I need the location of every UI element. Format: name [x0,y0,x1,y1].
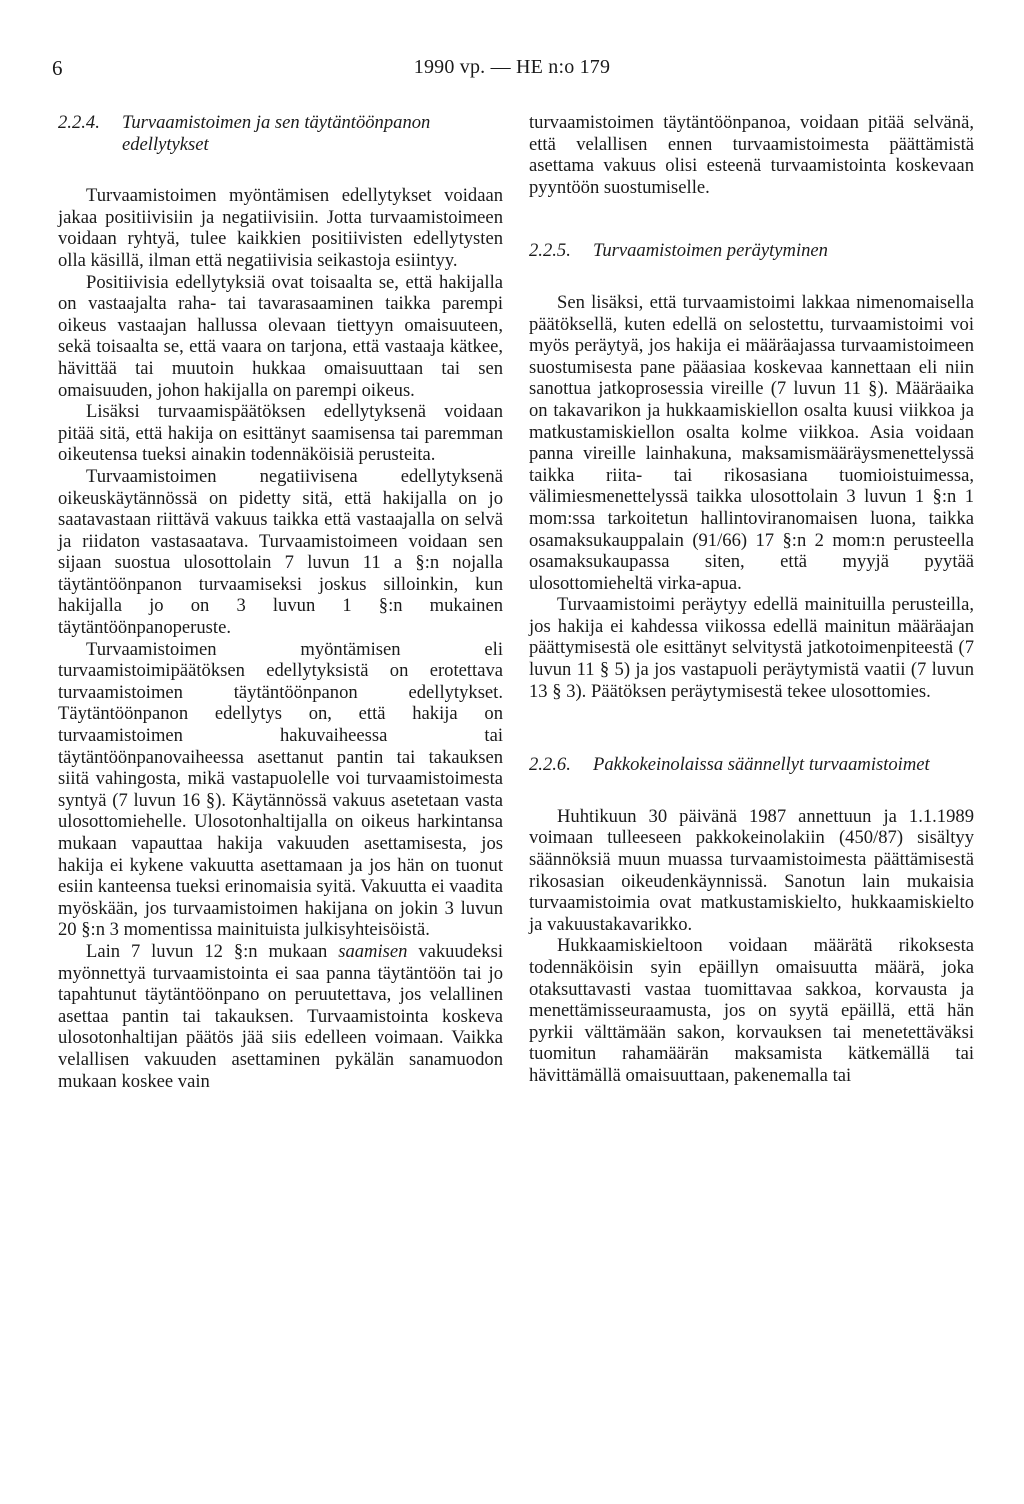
paragraph: Turvaamistoimen myöntämisen eli turvaamistoimipäätöksen edellytyksistä on erotettava turvaamistoimen täytäntöönpanon edellytykset. Täytäntöönpanon edellytys on, että hakija on turvaamistoimen hakuvaiheessa tai täytäntöönpanovaiheessa asettanut pantin tai takauksen siitä vahingosta, mikä vastapuolelle voi turvaamistoimesta syntyä (7 luvun 16 §). Käytännössä vakuus asetetaan vasta ulosottomiehelle. Ulosotonhaltijalla on oikeus harkintansa mukaan vapauttaa hakija vakuuden asettamisesta, jos hakija ei kykene vakuutta asettamaan ja jos hän on tuonut esiin kanteensa tueksi erinomaisia syitä. Vakuutta ei vaadita myöskään, jos turvaamistoimen hakijana on jokin 3 luvun 20 §:n 3 momentissa mainituista julkisyhteisöistä. [58,638,503,941]
paragraph-continuation: turvaamistoimen täytäntöönpanoa, voidaan pitää selvänä, että velallisen ennen turvaamistoimesta päättämistä asettama vakuus olisi esteenä turvaamistointa koskevaan pyyntöön suostumiselle. [529,112,974,198]
page-header [0,56,1024,86]
paragraph: Hukkaamiskieltoon voidaan määrätä rikoksesta todennäköisin syin epäillyn omaisuutta määrä, joka otaksuttavasti vastaa tuomittavaa sakkoa, korvausta ja menettämisseuraamusta, jos on syytä epäillä, että hän pyrkii välttämään sakon, korvauksen tai menetettäväksi tuomitun rahamäärän maksamista kätkemällä tai hävittämällä omaisuuttaan, pakenemalla tai [529,935,974,1086]
section-number: 2.2.6. [529,754,571,776]
page-number: 6 [52,56,63,80]
paragraph: Lisäksi turvaamispäätöksen edellytyksenä voidaan pitää sitä, että hakija on esittänyt saamisensa tai paremman oikeutensa tueksi ainakin todennäköisiä perusteita. [58,401,503,466]
paragraph [58,941,503,1092]
paragraph-text: vakuudeksi myönnettyä turvaamistointa ei saa panna täytäntöön tai jo tapahtunut täytäntöönpano on peruutettava, jos velallinen asettaa pantin tai takauksen. Turvaamistointa koskeva ulosotonhaltijan päätös jää siis edelleen voimaan. Vaikka velallisen vakuuden asettaminen pykälän sanamuodon mukaan koskee vain [58,940,504,1092]
section-title: Turvaamistoimen ja sen täytäntöönpanon edellytykset [122,112,431,155]
left-column [58,112,503,1092]
paragraph: Turvaamistoimi peräytyy edellä mainituilla perusteilla, jos hakija ei kahdessa viikossa edellä mainitun määräajan päättymisestä ole esittänyt selvitystä jatkotoimenpiteestä (7 luvun 11 § 5) ja jos vastapuoli peräytymistä vaatii (7 luvun 13 § 3). Päätöksen peräytymisestä tekee ulosottomies. [529,594,974,702]
running-title: 1990 vp. — HE n:o 179 [413,56,611,78]
section-heading-2-2-6 [529,754,974,776]
paragraph: Huhtikuun 30 päivänä 1987 annettuun ja 1.1.1989 voimaan tulleeseen pakkokeinolakiin (450/87) sisältyy säännöksiä muun muassa turvaamistoimesta päättämisestä rikosasian oikeudenkäynnissä. Sanotun lain mukaisia turvaamistoimia ovat matkustamiskielto, hukkaamiskielto ja vakuustakavarikko. [529,805,974,935]
section-number: 2.2.5. [529,240,571,262]
emphasis-text: saamisen [338,940,408,962]
paragraph-text: Lain 7 luvun 12 §:n mukaan [86,940,339,962]
paragraph: Turvaamistoimen negatiivisena edellytyksenä oikeuskäytännössä on pidetty sitä, että hakijalla on jo saatavastaan riittävä vakuus taikka että vastaajalla on selvä ja riidaton vastasaatava. Turvaamistoimeen voidaan sen sijaan suostua ulosottolain 7 luvun 11 a §:n nojalla täytäntöönpanon turvaamiseksi joskus silloinkin, kun hakijalla jo on 3 luvun 1 §:n mukainen täytäntöönpanoperuste. [58,465,503,639]
paragraph: Turvaamistoimen myöntämisen edellytykset voidaan jakaa positiivisiin ja negatiivisiin. Jotta turvaamistoimeen voidaan ryhtyä, tulee kaikkien positiivisten edellytysten olla käsillä, ilman että negatiivisia seikastoja esiintyy. [58,185,503,271]
section-title: Pakkokeinolaissa säännellyt turvaamistoimet [593,754,930,776]
paragraph: Positiivisia edellytyksiä ovat toisaalta se, että hakijalla on vastaajalta raha- tai tavarasaaminen taikka parempi oikeus vastaajan hallussa olevaan tiettyyn omaisuuteen, sekä toisaalta se, että vaara on tarjona, että vastaaja kätkee, hävittää tai muutoin hukkaa omaisuuttaan tai sen omaisuuden, johon hakijalla on parempi oikeus. [58,271,503,401]
section-title: Turvaamistoimen peräytyminen [593,240,828,262]
section-heading-2-2-5 [529,240,974,262]
right-column [529,112,974,1087]
section-heading-2-2-4 [58,112,503,155]
section-number: 2.2.4. [58,112,100,133]
paragraph: Sen lisäksi, että turvaamistoimi lakkaa nimenomaisella päätöksellä, kuten edellä on selostettu, turvaamistoimi voi myös peräytyä, jos hakija ei määräajassa turvaamistoimeen suostumisesta pane pääasiaa koskevaa kannettaan eli niin sanottua jatkoprosessia vireille (7 luvun 11 §). Määräaika on takavarikon ja hukkaamiskiellon osalta kuusi viikkoa ja matkustamiskiellon osalta kolme viikkoa. Asia voidaan panna vireille lainhakuna, maksamismääräysmenettelyssä taikka riita- tai rikosasiana tuomioistuimessa, välimiesmenettelyssä taikka ulosottolain 3 luvun 1 §:n 1 mom:ssa tarkoitetun hallintoviranomaisen luona, taikka osamaksukauppalain (91/66) 17 §:n 2 mom:n perusteella osamaksukaupassa siten, että myyjä pyytää ulosottomieheltä virka-apua. [529,291,974,594]
